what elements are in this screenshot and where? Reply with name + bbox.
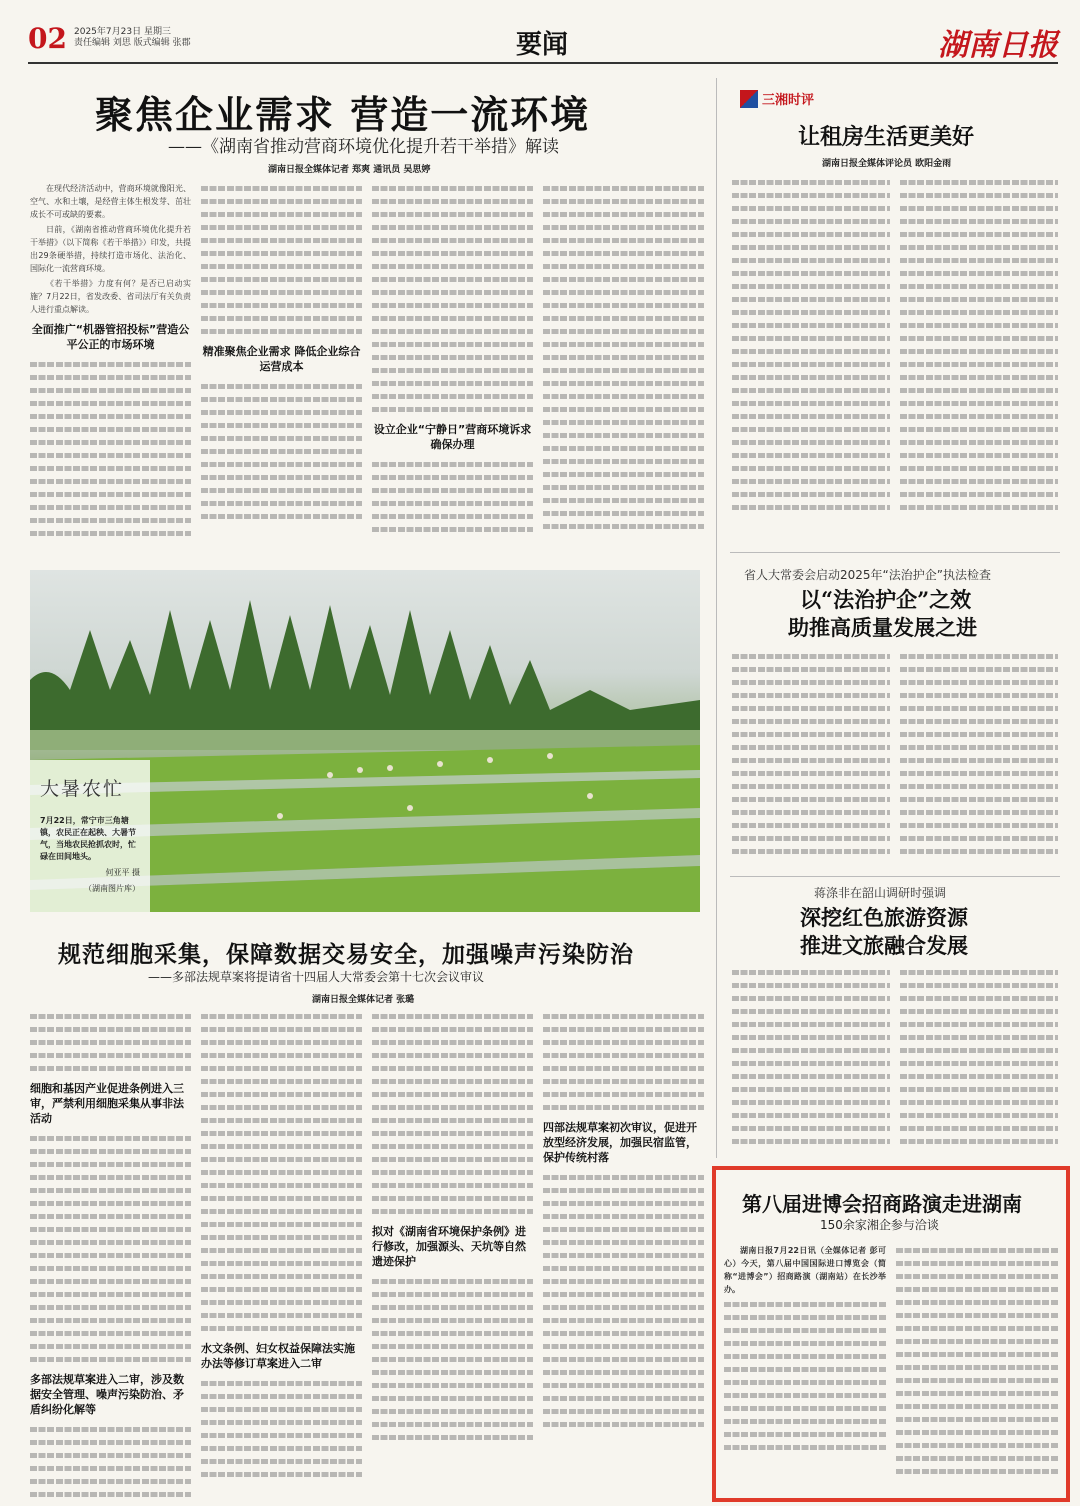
legislation-column-4 — [543, 1010, 704, 1500]
commentary-column-1 — [732, 176, 890, 526]
legislation-byline: 湖南日报全媒体记者 张璐 — [312, 995, 415, 1005]
column-name: 三湘时评 — [762, 93, 815, 108]
lead-column-4 — [543, 182, 704, 556]
text-block — [543, 1010, 704, 1114]
text-block — [30, 1423, 191, 1500]
photo-caption-text: 7月22日，常宁市三角塘镇，农民正在起秧、大暑节气，当地农民抢抓农时，忙碌在田间地头。 — [40, 816, 136, 861]
text-block — [201, 182, 362, 338]
column-tag — [740, 89, 814, 108]
text-block — [543, 1171, 704, 1431]
lead-paragraph: 在现代经济活动中，营商环境就像阳光、空气、水和土壤，是经营主体生根发芽、茁壮成长不可或缺的要素。 — [30, 184, 191, 219]
expo-body — [724, 1244, 1058, 1494]
law-headline-1: 以“法治护企”之效 — [800, 587, 972, 612]
law-kicker: 省人大常委会启动2025年“法治护企”执法检查 — [744, 568, 991, 582]
commentary-column-2 — [900, 176, 1058, 526]
photo-credit-source: （湖南图片库） — [84, 884, 140, 893]
text-block — [900, 176, 1058, 514]
law-column-2 — [900, 650, 1058, 870]
lead-subhead: 设立企业“宁静日”营商环境诉求确保办理 — [373, 423, 532, 451]
lead-column-3 — [372, 182, 533, 556]
tourism-column-2 — [900, 966, 1058, 1156]
editors-line: 责任编辑 刘思 版式编辑 张郡 — [74, 38, 191, 48]
lead-paragraph: 《若干举措》力度有何？是否已启动实施？7月22日，省发改委、省司法厅有关负责人进行重点解读。 — [30, 279, 191, 314]
tourism-body — [732, 966, 1058, 1156]
text-block — [896, 1244, 1058, 1478]
text-block — [372, 182, 533, 416]
tourism-column-1 — [732, 966, 890, 1156]
text-block — [732, 176, 890, 514]
commentary-byline: 湖南日报全媒体评论员 欧阳金雨 — [822, 159, 952, 169]
masthead — [28, 22, 1058, 64]
expo-subheadline: 150余家湘企参与洽谈 — [820, 1218, 939, 1232]
legislation-subhead: 细胞和基因产业促进条例进入三审，严禁利用细胞采集从事非法活动 — [30, 1082, 184, 1125]
lead-paragraph: 日前，《湖南省推动营商环境优化提升若干举措》（以下简称《若干举措》）印发，共提出29条硬举措，持续打造市场化、法治化、国际化一流营商环境。 — [30, 225, 191, 273]
photo-caption-title: 大暑农忙 — [40, 778, 125, 800]
expo-column-1 — [724, 1244, 886, 1494]
text-block — [30, 1132, 191, 1366]
section-title: 要闻 — [516, 30, 569, 60]
legislation-headline: 规范细胞采集，保障数据交易安全，加强噪声污染防治 — [58, 941, 634, 968]
expo-column-2 — [896, 1244, 1058, 1494]
legislation-subhead: 多部法规草案进入二审，涉及数据安全管理、噪声污染防治、矛盾纠纷化解等 — [30, 1373, 184, 1416]
text-block — [30, 1010, 191, 1075]
legislation-column-3 — [372, 1010, 533, 1500]
text-block — [372, 458, 533, 536]
legislation-subheadline: ——多部法规草案将提请省十四届人大常委会第十七次会议审议 — [148, 970, 485, 984]
text-block — [30, 358, 191, 540]
lead-byline: 湖南日报全媒体记者 郑爽 通讯员 吴思婷 — [268, 165, 431, 175]
text-block — [543, 182, 704, 533]
text-block — [732, 966, 890, 1148]
section-divider — [730, 876, 1060, 877]
text-block — [900, 650, 1058, 858]
photo-caption — [30, 760, 150, 912]
lead-subheadline: ——《湖南省推动营商环境优化提升若干举措》解读 — [168, 137, 559, 157]
expo-lead: 湖南日报7月22日讯（全媒体记者 彭可心）今天，第八届中国国际进口博览会（简称“进博会”）招商路演（湖南站）在长沙举办。 — [724, 1246, 886, 1294]
text-block — [372, 1275, 533, 1444]
legislation-column-2 — [201, 1010, 362, 1500]
text-block — [724, 1298, 886, 1454]
lead-body — [30, 182, 704, 556]
page-number: 02 — [28, 22, 67, 55]
commentary-body — [732, 176, 1058, 526]
section-divider — [730, 552, 1060, 553]
law-column-1 — [732, 650, 890, 870]
lead-headline: 聚焦企业需求 营造一流环境 — [95, 92, 591, 137]
law-headline-2: 助推高质量发展之进 — [788, 615, 977, 640]
lead-subhead: 全面推广“机器管招投标”营造公平公正的市场环境 — [31, 323, 190, 351]
lead-column-1 — [30, 182, 191, 556]
tourism-headline-2: 推进文旅融合发展 — [800, 933, 968, 958]
issue-date: 2025年7月23日 星期三 — [74, 27, 171, 37]
text-block — [900, 966, 1058, 1148]
column-logo-icon — [740, 90, 758, 108]
tourism-headline-1: 深挖红色旅游资源 — [800, 905, 968, 930]
expo-headline: 第八届进博会招商路演走进湖南 — [742, 1192, 1022, 1216]
legislation-body — [30, 1010, 704, 1500]
legislation-column-1 — [30, 1010, 191, 1500]
legislation-subhead: 水文条例、妇女权益保障法实施办法等修订草案进入二审 — [201, 1342, 355, 1370]
lead-subhead: 精准聚焦企业需求 降低企业综合运营成本 — [202, 345, 361, 373]
legislation-subhead: 四部法规草案初次审议，促进开放型经济发展，加强民宿监管，保护传统村落 — [543, 1121, 697, 1164]
text-block — [201, 380, 362, 523]
paper-logo: 湖南日报 — [938, 28, 1058, 63]
text-block — [201, 1377, 362, 1481]
text-block — [732, 650, 890, 858]
legislation-subhead: 拟对《湖南省环境保护条例》进行修改，加强源头、天坑等自然遗迹保护 — [372, 1225, 526, 1268]
law-body — [732, 650, 1058, 870]
photo-credit: 何亚平 摄 — [105, 868, 140, 877]
text-block — [201, 1010, 362, 1335]
text-block — [372, 1010, 533, 1218]
commentary-headline: 让租房生活更美好 — [798, 124, 975, 150]
tourism-kicker: 蒋涤非在韶山调研时强调 — [814, 886, 947, 900]
lead-column-2 — [201, 182, 362, 556]
column-divider — [716, 78, 717, 1158]
date-line — [74, 27, 234, 49]
